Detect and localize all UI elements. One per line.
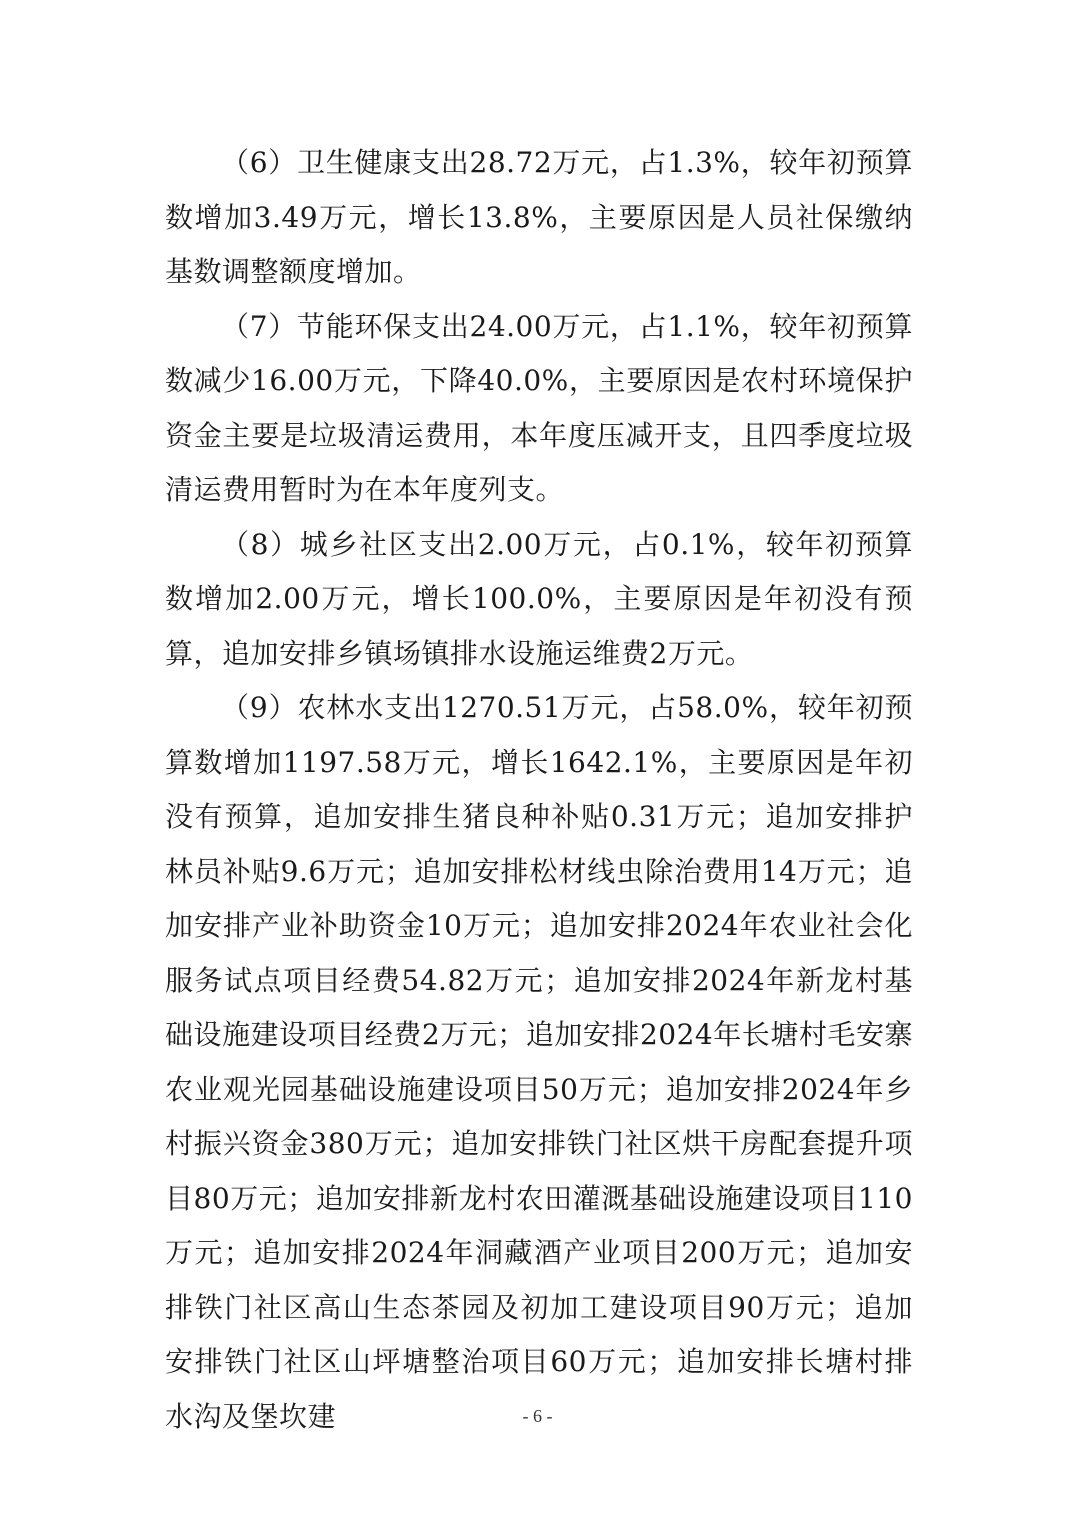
paragraph-item-8: （8）城乡社区支出2.00万元，占0.1%，较年初预算数增加2.00万元，增长100.0%，主要原因是年初没有预算，追加安排乡镇场镇排水设施运维费2万元。 (165, 527, 913, 670)
paragraph-item-7: （7）节能环保支出24.00万元，占1.1%，较年初预算数减少16.00万元，下降40.0%，主要原因是农村环境保护资金主要是垃圾清运费用，本年度压减开支，且四季度垃圾清运费用暂时为在本年度列支。 (165, 309, 913, 506)
page-number: - 6 - (522, 1406, 553, 1426)
document-body (165, 136, 913, 1444)
paragraph-item-9: （9）农林水支出1270.51万元，占58.0%，较年初预算数增加1197.58万元，增长1642.1%，主要原因是年初没有预算，追加安排生猪良种补贴0.31万元；追加安排护林员补贴9.6万元；追加安排松材线虫除治费用14万元；追加安排产业补助资金10万元；追加安排2024年农业社会化服务试点项目经费54.82万元；追加安排2024年新龙村基础设施建设项目经费2万元；追加安排2024年长塘村毛安寨农业观光园基础设施建设项目50万元；追加安排2024年乡村振兴资金380万元；追加安排铁门社区烘干房配套提升项目80万元；追加安排新龙村农田灌溉基础设施建设项目110万元；追加安排2024年洞藏酒产业项目200万元；追加安排铁门社区高山生态茶园及初加工建设项目90万元；追加安排铁门社区山坪塘整治项目60万元；追加安排长塘村排水沟及堡坎建 (165, 691, 913, 1433)
paragraph-item-6: （6）卫生健康支出28.72万元，占1.3%，较年初预算数增加3.49万元，增长13.8%，主要原因是人员社保缴纳基数调整额度增加。 (165, 146, 913, 288)
